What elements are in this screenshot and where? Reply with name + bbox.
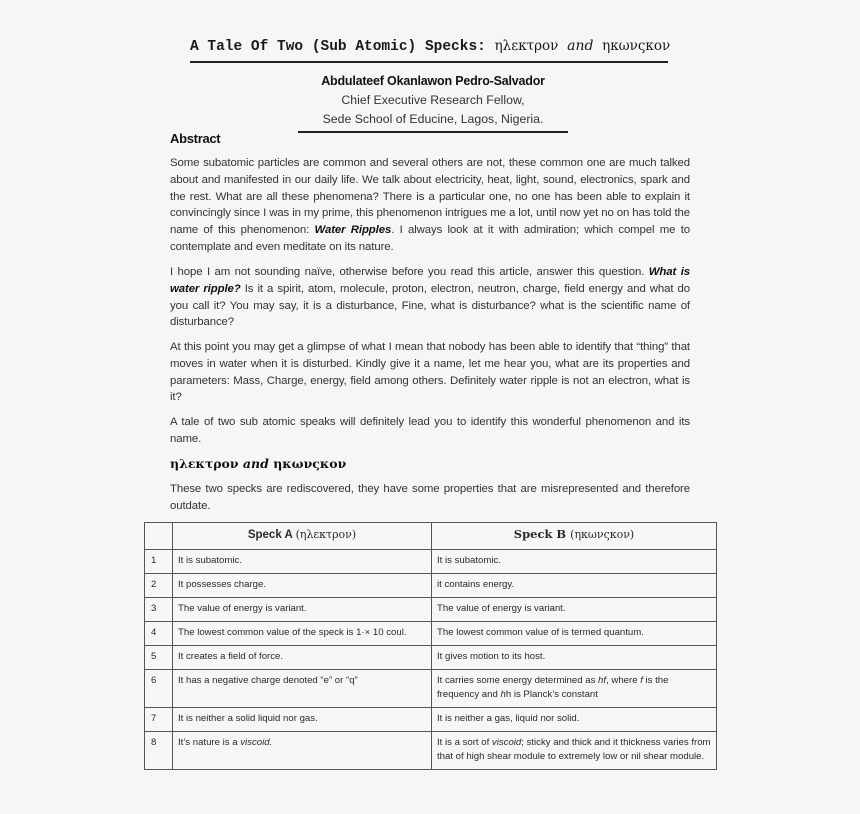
author-position: Chief Executive Research Fellow, <box>341 93 525 107</box>
header-speck-a <box>173 523 432 550</box>
cell-speck-a: It is subatomic. <box>173 550 432 574</box>
header-label: Speck A <box>247 528 293 541</box>
row-number: 3 <box>145 598 173 622</box>
paragraph-text: . I always look at it with admiration; which compel me to contemplate and even meditate on its nature. <box>170 224 690 253</box>
abstract-paragraph-4: A tale of two sub atomic speaks will definitely lead you to identify this wonderful phenomenon and its name. <box>170 416 690 445</box>
cell-text: It is a sort of <box>437 737 492 748</box>
author-block <box>298 72 568 133</box>
header-greek: (ηκωνςκον) <box>570 528 635 541</box>
row-number: 8 <box>145 732 173 770</box>
title-greek-a: ηλεκτρον <box>494 38 559 54</box>
table-row <box>145 598 717 622</box>
row-number: 7 <box>145 708 173 732</box>
section-intro: These two specks are rediscovered, they have some properties that are misrepresented and therefore outdate. <box>170 483 690 512</box>
header-speck-b <box>432 523 717 550</box>
table-row <box>145 670 717 708</box>
cell-italic: viscoid <box>491 737 522 748</box>
row-number: 6 <box>145 670 173 708</box>
paragraph-text: Is it a spirit, atom, molecule, proton, electron, neutron, charge, field energy and what do you call it? You may say, it is a disturbance, Fine, what is disturbance? what is the scientific name of disturbance? <box>170 282 691 329</box>
table-row <box>145 622 717 646</box>
cell-speck-b: The value of energy is variant. <box>432 598 717 622</box>
author-name: Abdulateef Okanlawon Pedro-Salvador <box>321 74 545 88</box>
title-prefix: A Tale Of Two (Sub Atomic) Specks: <box>190 39 486 55</box>
header-number <box>145 523 173 550</box>
cell-speck-a: It possesses charge. <box>173 574 432 598</box>
cell-text: It carries some energy determined as <box>437 675 599 686</box>
section-heading-greek-b: ηκωνςκον <box>273 456 347 471</box>
header-label: Speck B <box>513 527 567 541</box>
cell-speck-a: It creates a field of force. <box>173 646 432 670</box>
row-number: 1 <box>145 550 173 574</box>
section-heading-and: and <box>242 456 269 471</box>
table-row <box>145 550 717 574</box>
document-title-block <box>190 38 671 63</box>
table-row <box>145 708 717 732</box>
abstract-paragraph-3: At this point you may get a glimpse of what I mean that nobody has been able to identify that “thing” that moves in water when it is disturbed. Kindly give it a name, let me hear you, what are its properties and parameters: Mass, Charge, energy, field among others. Definitely water ripple is not an electron, what is it? <box>170 341 690 404</box>
cell-speck-a <box>173 732 432 770</box>
section-heading-greek-a: ηλεκτρον <box>170 456 239 471</box>
cell-italic: viscoid. <box>240 737 273 748</box>
table-row <box>145 574 717 598</box>
cell-speck-b <box>432 670 717 708</box>
emphasis-water-ripples: Water Ripples <box>314 224 392 237</box>
cell-speck-b: it contains energy. <box>432 574 717 598</box>
cell-speck-b: The lowest common value of is termed quantum. <box>432 622 717 646</box>
abstract-paragraph-1 <box>170 155 690 256</box>
cell-speck-b: It is neither a gas, liquid nor solid. <box>432 708 717 732</box>
cell-speck-a: It has a negative charge denoted “e” or “q” <box>173 670 432 708</box>
section-heading <box>170 456 346 471</box>
abstract-paragraph-2 <box>170 264 690 331</box>
cell-speck-a: It is neither a solid liquid nor gas. <box>173 708 432 732</box>
paragraph-text: I hope I am not sounding naïve, otherwise before you read this article, answer this question. <box>170 266 649 278</box>
cell-speck-b: It is subatomic. <box>432 550 717 574</box>
author-institution: Sede School of Educine, Lagos, Nigeria. <box>322 111 544 126</box>
row-number: 5 <box>145 646 173 670</box>
cell-text: , where <box>606 675 641 686</box>
cell-text: h is Planck’s constant <box>505 689 598 700</box>
paragraph-text: Some subatomic particles are common and several others are not, these common one are much talked about and manifested in our daily life. We talk about electricity, heat, light, sound, electronics, spark and the rest. What are all these phenomena? There is a particular one, no one has been able to explain it convincingly since I was in my prime, this phenomenon intrigues me a lot, until now yet no on has told the name of this phenomenon: <box>170 157 690 237</box>
math-hf: hf <box>598 675 607 686</box>
speck-comparison-table <box>144 522 717 770</box>
cell-speck-a: The lowest common value of the speck is 1·× 10 coul. <box>173 622 432 646</box>
math-h: h <box>500 689 506 700</box>
document-title <box>190 38 671 55</box>
abstract-heading: Abstract <box>170 131 221 146</box>
emphasis-question: What is water ripple? <box>170 266 690 295</box>
table-row <box>145 732 717 770</box>
cell-text: ; sticky and thick and it thickness varies from that of high shear module to extremely low or nil shear module. <box>437 737 711 762</box>
cell-text: is the frequency and <box>437 675 669 700</box>
title-greek-b: ηκωνςκον <box>602 38 671 54</box>
title-and: and <box>567 38 594 54</box>
math-f: f <box>640 675 643 686</box>
header-greek: (ηλεκτρον) <box>295 527 357 541</box>
cell-speck-a: The value of energy is variant. <box>173 598 432 622</box>
row-number: 4 <box>145 622 173 646</box>
table-header-row <box>145 523 717 550</box>
title-underline <box>190 61 668 63</box>
row-number: 2 <box>145 574 173 598</box>
author-underline <box>298 131 568 133</box>
cell-text: It’s nature is a <box>178 737 241 748</box>
cell-speck-b: It gives motion to its host. <box>432 646 717 670</box>
table-row <box>145 646 717 670</box>
cell-speck-b <box>432 732 717 770</box>
